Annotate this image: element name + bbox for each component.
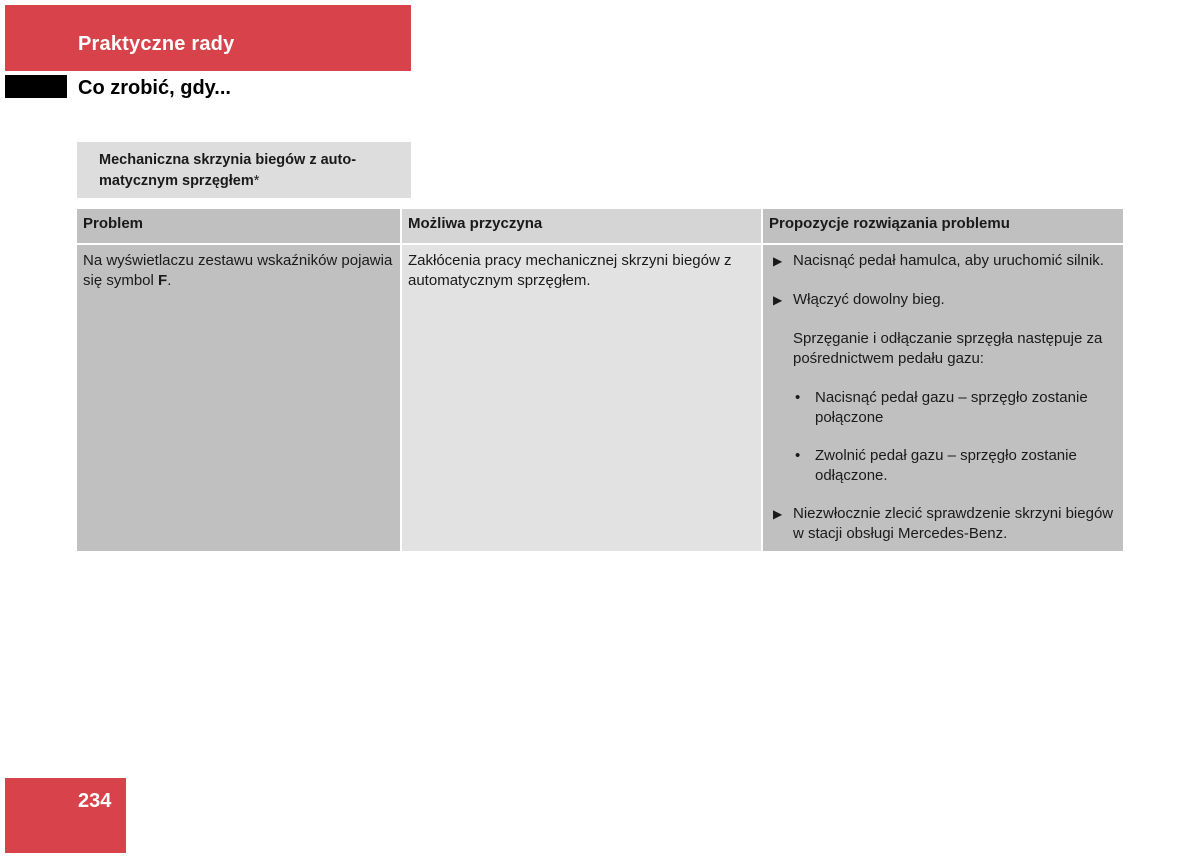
- bullet-text: Zwolnić pedał gazu – sprzęgło zostanie odłączone.: [815, 447, 1077, 484]
- solution-note: Sprzęganie i odłączanie sprzęgła następuje za pośrednictwem pedału gazu:: [793, 330, 1103, 367]
- header-problem: Problem: [77, 209, 400, 243]
- arrow-right-icon: ▶: [773, 293, 783, 307]
- solution-step-2: [771, 290, 1121, 310]
- problem-column: [77, 209, 400, 551]
- warning-symbol: F: [158, 272, 168, 289]
- bullet-dot-icon: •: [795, 447, 801, 464]
- topic-box: [77, 142, 411, 198]
- footnote-mark: *: [253, 173, 260, 189]
- solution-cell: [763, 245, 1123, 551]
- bullet-item-1: [771, 388, 1121, 428]
- bullet-dot-icon: •: [795, 389, 801, 406]
- problem-cell: [77, 245, 400, 551]
- topic-line-2: [99, 171, 389, 192]
- bullet-item-2: [771, 446, 1121, 486]
- cause-cell: [402, 245, 761, 551]
- problem-text: Na wyświetlaczu zestawu wskaźników pojawia się symbol: [83, 252, 393, 289]
- solution-column: [763, 209, 1123, 551]
- solution-step-3: [771, 504, 1121, 544]
- header-cause: Możliwa przyczyna: [402, 209, 761, 243]
- section-title: Praktyczne rady: [78, 33, 235, 55]
- cause-column: [402, 209, 761, 551]
- header-solution: Propozycje rozwiązania problemu: [763, 209, 1123, 243]
- step-text: Włączyć dowolny bieg.: [793, 291, 945, 308]
- bullet-text: Nacisnąć pedał gazu – sprzęgło zostanie połączone: [815, 389, 1088, 426]
- step-text: Niezwłocznie zlecić sprawdzenie skrzyni biegów w stacji obsługi Mercedes-Benz.: [793, 505, 1114, 542]
- solution-step-1: [771, 251, 1121, 271]
- arrow-right-icon: ▶: [773, 254, 783, 268]
- topic-line-2-text: matycznym sprzęgłem: [99, 173, 254, 189]
- arrow-right-icon: ▶: [773, 507, 783, 521]
- page-title: Co zrobić, gdy...: [78, 77, 231, 99]
- troubleshooting-table: [77, 209, 1123, 551]
- page-number: 234: [78, 790, 112, 812]
- subsection-marker: [5, 75, 67, 98]
- step-text: Nacisnąć pedał hamulca, aby uruchomić silnik.: [793, 252, 1104, 269]
- topic-line-1: Mechaniczna skrzynia biegów z auto-: [99, 152, 357, 168]
- cause-text: Zakłócenia pracy mechanicznej skrzyni biegów z automatycznym sprzęgłem.: [408, 252, 732, 289]
- problem-end: .: [167, 272, 172, 289]
